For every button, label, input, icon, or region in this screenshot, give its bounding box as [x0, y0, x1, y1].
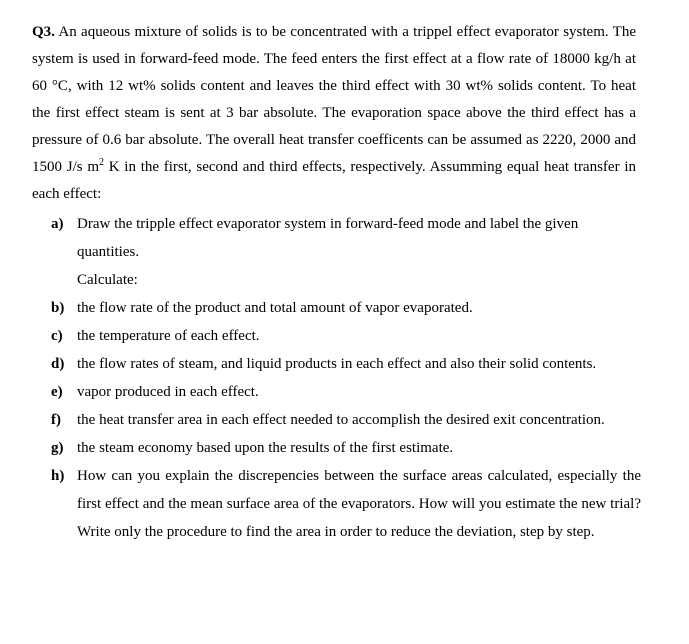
- part-a: [51, 210, 641, 266]
- part-text: How can you explain the discrepencies between the surface areas calculated, especially the first effect and the mean surface area of the evaporators. How will you estimate the new trial? Write only the procedure to find the area in order to reduce the deviation, step by step.: [77, 468, 641, 540]
- question-text: An aqueous mixture of solids is to be concentrated with a trippel effect evaporator system. The system is used in forward-feed mode. The feed enters the first effect at a flow rate of 18000 kg/h at 60 °C, with 12 wt% solids content and leaves the third effect with 30 wt% solids content. To heat the first effect steam is sent at 3 bar absolute. The evaporation space above the third effect has a pressure of 0.6 bar absolute. The overall heat transfer coefficents can be assumed as 2220, 2000 and 1500 J/s m: [32, 24, 636, 175]
- question-intro: [32, 19, 636, 208]
- part-g: [51, 434, 641, 462]
- part-f: [51, 406, 641, 434]
- part-letter: h): [51, 468, 65, 484]
- calculate-label: Calculate:: [77, 272, 138, 288]
- question-text-end: K in the first, second and third effects, respectively. Assumming equal heat transfer in each effect:: [32, 159, 636, 202]
- question-number: Q3.: [32, 24, 55, 40]
- part-c: [51, 322, 641, 350]
- part-letter: d): [51, 356, 65, 372]
- question-parts: [51, 210, 641, 546]
- part-text: the flow rates of steam, and liquid products in each effect and also their solid contents.: [77, 356, 597, 372]
- part-text: vapor produced in each effect.: [77, 384, 259, 400]
- part-text: the temperature of each effect.: [77, 328, 260, 344]
- part-text: the flow rate of the product and total amount of vapor evaporated.: [77, 300, 473, 316]
- part-letter: a): [51, 216, 64, 232]
- part-d: [51, 350, 641, 378]
- part-text: Draw the tripple effect evaporator system in forward-feed mode and label the given quantities.: [77, 216, 579, 260]
- part-letter: b): [51, 300, 65, 316]
- part-h: [51, 462, 641, 546]
- part-letter: g): [51, 440, 64, 456]
- part-letter: c): [51, 328, 63, 344]
- unit-exponent: 2: [98, 157, 104, 168]
- part-b: [51, 294, 641, 322]
- part-text: the steam economy based upon the results of the first estimate.: [77, 440, 454, 456]
- part-e: [51, 378, 641, 406]
- part-letter: f): [51, 412, 61, 428]
- part-text: the heat transfer area in each effect needed to accomplish the desired exit concentration.: [77, 412, 605, 428]
- part-letter: e): [51, 384, 63, 400]
